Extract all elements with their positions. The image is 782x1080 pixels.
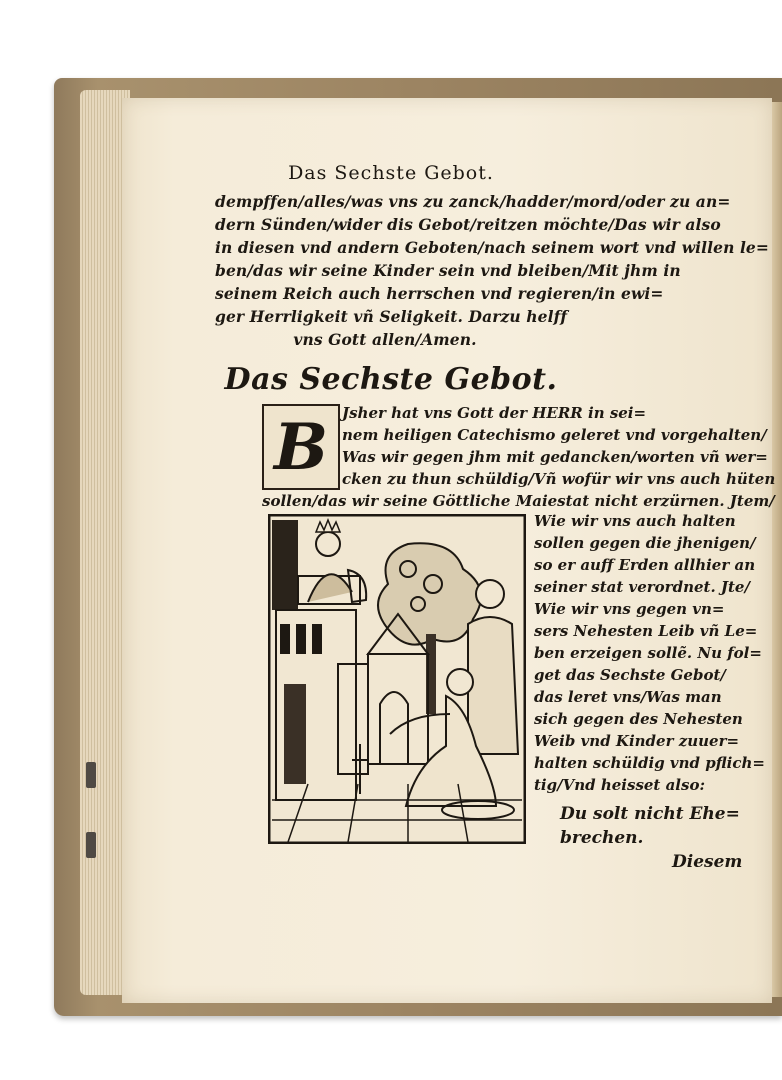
paragraph-line: dern Sünden/wider dis Gebot/reitzen möchte/Das wir also [215, 215, 721, 234]
woodcut-illustration [268, 514, 526, 844]
side-line: das leret vns/Was man [534, 688, 722, 706]
decorated-initial: B [262, 404, 340, 490]
paragraph-line: ger Herrligkeit vñ Seligkeit. Darzu helff [215, 307, 568, 326]
catchword: Diesem [672, 852, 743, 872]
paragraph-line: seinem Reich auch herrschen vnd regieren/in ewi= [215, 284, 664, 303]
commandment-line: Du solt nicht Ehe= [560, 804, 740, 824]
clasp-icon [86, 832, 96, 858]
intro-line: nem heiligen Catechismo geleret vnd vorgehalten/ [342, 426, 767, 444]
side-line: tig/Vnd heisset also: [534, 776, 705, 794]
paragraph-line: in diesen vnd andern Geboten/nach seinem wort vnd willen le= [215, 238, 769, 257]
side-line: so er auff Erden allhier an [534, 556, 756, 574]
running-head: Das Sechste Gebot. [288, 162, 494, 184]
side-line: get das Sechste Gebot/ [534, 666, 726, 684]
intro-line: cken zu thun schüldig/Vñ wofür wir vns auch hüten [342, 470, 776, 488]
side-line: halten schüldig vnd pflich= [534, 754, 765, 772]
side-line: sers Nehesten Leib vñ Le= [534, 622, 758, 640]
section-heading: Das Sechste Gebot. [224, 362, 558, 397]
intro-line: sollen/das wir seine Göttliche Maiestat nicht erzürnen. Jtem/ [262, 492, 775, 510]
clasp-icon [86, 762, 96, 788]
side-line: seiner stat verordnet. Jte/ [534, 578, 750, 596]
commandment-line: brechen. [560, 828, 644, 848]
paragraph-line: ben/das wir seine Kinder sein vnd bleiben/Mit jhm in [215, 261, 681, 280]
side-line: Wie wir vns gegen vn= [534, 600, 725, 618]
side-line: ben erzeigen sollẽ. Nu fol= [534, 644, 762, 662]
page-right-edge [772, 102, 782, 997]
paragraph-line: dempffen/alles/was vns zu zanck/hadder/mord/oder zu an= [215, 192, 731, 211]
side-line: sich gegen des Nehesten [534, 710, 743, 728]
intro-line: Jsher hat vns Gott der HERR in sei= [342, 404, 647, 422]
side-line: Wie wir vns auch halten [534, 512, 736, 530]
paragraph-line: vns Gott allen/Amen. [293, 330, 477, 349]
side-line: sollen gegen die jhenigen/ [534, 534, 756, 552]
side-line: Weib vnd Kinder zuuer= [534, 732, 740, 750]
intro-line: Was wir gegen jhm mit gedancken/worten vñ wer= [342, 448, 768, 466]
